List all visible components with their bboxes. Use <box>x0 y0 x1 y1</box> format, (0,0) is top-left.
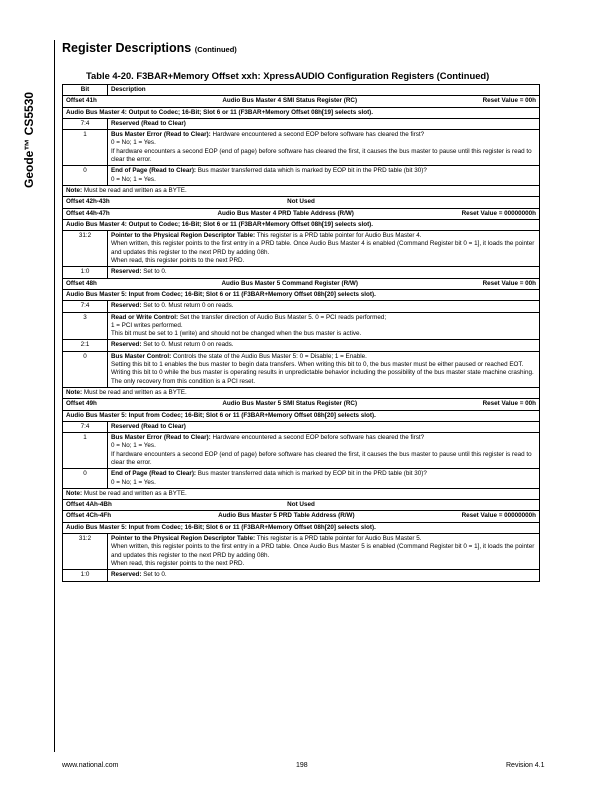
field-description: Hardware encountered a second EOP before software has cleared the first? <box>212 434 425 442</box>
register-subtitle: Audio Bus Master 5: Input from Codec; 16-Bit; Slot 6 or 11 (F3BAR+Memory Offset 08h[20] selects slot). <box>63 522 540 533</box>
field-name: Pointer to the Physical Region Descriptor Table: <box>111 535 256 543</box>
table-row <box>63 231 540 267</box>
field-name: Pointer to the Physical Region Descriptor Table: <box>111 232 256 240</box>
field-description: Bus master transferred data which is marked by EOP bit in the PRD table (bit 30)? <box>197 167 427 175</box>
table-row <box>63 130 540 166</box>
note-text: Must be read and written as a BYTE. <box>83 186 187 194</box>
bit-field: 7:4 <box>63 421 108 432</box>
register-offset-row <box>63 399 540 410</box>
register-subtitle-row <box>63 107 540 118</box>
note-row <box>63 387 540 398</box>
field-name: Reserved (Read to Clear) <box>111 422 186 430</box>
table-row <box>63 469 540 489</box>
bit-field: 1:0 <box>63 570 108 581</box>
table-row <box>63 166 540 186</box>
field-name: Read or Write Control: <box>111 313 179 321</box>
field-detail: When written, this register points to the first entry in a PRD table. Once Audio Bus Master 5 is enabled (Command Register bit 0 = 1], it loads the pointer and updates this register to the next PRD by adding 08h. <box>111 543 535 559</box>
field-options: 0 = No; 1 = Yes. <box>111 442 156 450</box>
field-name: Bus Master Control: <box>111 352 172 360</box>
field-detail: Setting this bit to 1 enables the bus master to begin data transfers. When writing this bit to 0, the bus master must be either paused or reached EOT. Writing this bit to 0 while the bus master is operating results in unpredictable behavior including the possibility of the bus master state machine crashing. The only recovery from this condition is a PCI reset. <box>111 361 534 385</box>
margin-rule <box>54 40 55 752</box>
table-row <box>63 267 540 278</box>
bit-field: 0 <box>63 166 108 186</box>
field-options: 1 = PCI writes performed. <box>111 321 183 329</box>
register-offset-row <box>63 197 540 208</box>
register-title: Not Used <box>287 501 315 509</box>
register-offset-row <box>63 500 540 511</box>
continued-label: (Continued) <box>194 45 237 54</box>
register-title: Audio Bus Master 4 SMI Status Register (RC) <box>222 97 358 105</box>
sidebar-product-name: Geode™ CS5530 <box>22 91 36 188</box>
bit-field: 3 <box>63 312 108 340</box>
bit-field: 7:4 <box>63 301 108 312</box>
footer-revision: Revision 4.1 <box>506 762 545 769</box>
register-offset-row <box>63 96 540 107</box>
register-offset: Offset 44h-47h <box>66 209 110 217</box>
register-reset-value: Reset Value = 00000000h <box>461 512 536 520</box>
column-header-bit: Bit <box>63 85 108 96</box>
bit-field: 31:2 <box>63 231 108 267</box>
field-description: Set to 0. Must return 0 on reads. <box>143 341 234 349</box>
footer-page-number: 198 <box>296 762 308 769</box>
bit-field: 1:0 <box>63 267 108 278</box>
bit-field: 7:4 <box>63 118 108 129</box>
table-caption: Table 4-20. F3BAR+Memory Offset xxh: XpressAUDIO Configuration Registers (Continued) <box>86 70 490 81</box>
field-description: Set to 0. Must return 0 on reads. <box>143 302 234 310</box>
note-row <box>63 488 540 499</box>
field-detail-2: When read, this register points to the next PRD. <box>111 257 245 265</box>
register-subtitle: Audio Bus Master 5: Input from Codec; 16-Bit; Slot 6 or 11 (F3BAR+Memory Offset 08h[20] selects slot). <box>63 410 540 421</box>
footer-website: www.national.com <box>62 762 119 769</box>
field-name: Reserved (Read to Clear) <box>111 119 186 127</box>
note-label: Note: <box>66 388 83 396</box>
field-name: Bus Master Error (Read to Clear): <box>111 434 211 442</box>
bit-field: 0 <box>63 351 108 387</box>
register-offset: Offset 49h <box>66 400 97 408</box>
bit-field: 31:2 <box>63 534 108 570</box>
register-subtitle: Audio Bus Master 4: Output to Codec; 16-Bit; Slot 6 or 11 (F3BAR+Memory Offset 08h[19] selects slot). <box>63 219 540 230</box>
field-description: Hardware encountered a second EOP before software has cleared the first? <box>212 131 425 139</box>
table-row <box>63 433 540 469</box>
field-detail: This bit must be set to 1 (write) and should not be changed when the bus master is active. <box>111 330 362 338</box>
register-offset: Offset 4Ch-4Fh <box>66 512 112 520</box>
register-offset: Offset 48h <box>66 279 97 287</box>
table-row <box>63 301 540 312</box>
field-options: 0 = No; 1 = Yes. <box>111 478 156 486</box>
field-options: 0 = No; 1 = Yes. <box>111 175 156 183</box>
bit-field: 1 <box>63 433 108 469</box>
field-description: Set to 0. <box>143 571 167 579</box>
register-subtitle-row <box>63 410 540 421</box>
register-offset-row <box>63 278 540 289</box>
field-detail: If hardware encounters a second EOP (end of page) before software has cleared the first, it causes the bus master to pause until this register is read to clear the error. <box>111 147 532 164</box>
column-header-description: Description <box>108 85 540 96</box>
register-reset-value: Reset Value = 00000000h <box>461 209 536 217</box>
note-text: Must be read and written as a BYTE. <box>83 388 187 396</box>
register-subtitle: Audio Bus Master 4: Output to Codec; 16-Bit; Slot 6 or 11 (F3BAR+Memory Offset 08h[19] selects slot). <box>63 107 540 118</box>
table-row <box>63 421 540 432</box>
register-subtitle: Audio Bus Master 5: Input from Codec; 16-Bit; Slot 6 or 11 (F3BAR+Memory Offset 08h[20] selects slot). <box>63 289 540 300</box>
register-subtitle-row <box>63 289 540 300</box>
register-subtitle-row <box>63 219 540 230</box>
field-detail: When written, this register points to the first entry in a PRD table. Once Audio Bus Master 4 is enabled (Command Register bit 0 = 1], it loads the pointer and updates this register to the next PRD by adding 08h. <box>111 240 535 256</box>
register-offset-row <box>63 511 540 522</box>
register-title: Audio Bus Master 4 PRD Table Address (R/W) <box>217 209 354 217</box>
field-name: End of Page (Read to Clear): <box>111 167 197 175</box>
table-row <box>63 340 540 351</box>
table-row <box>63 312 540 340</box>
field-description: Set to 0. <box>143 268 167 276</box>
register-title: Audio Bus Master 5 SMI Status Register (RC) <box>222 400 358 408</box>
field-name: Bus Master Error (Read to Clear): <box>111 131 211 139</box>
note-text: Must be read and written as a BYTE. <box>83 489 187 497</box>
register-title: Audio Bus Master 5 PRD Table Address (R/W) <box>218 512 355 520</box>
table-row <box>63 534 540 570</box>
field-description: Bus master transferred data which is marked by EOP bit in the PRD table (bit 30)? <box>197 470 427 478</box>
note-label: Note: <box>66 186 83 194</box>
field-description: This register is a PRD table pointer for Audio Bus Master 4. <box>256 232 422 240</box>
register-subtitle-row <box>63 522 540 533</box>
field-name: End of Page (Read to Clear): <box>111 470 197 478</box>
note-row <box>63 185 540 196</box>
field-description: This register is a PRD table pointer for Audio Bus Master 5. <box>256 535 422 543</box>
register-offset: Offset 42h-43h <box>66 198 110 206</box>
register-offset: Offset 41h <box>66 97 97 105</box>
field-description: Set the transfer direction of Audio Bus Master 5. 0 = PCI reads performed; <box>179 313 387 321</box>
table-row <box>63 570 540 581</box>
register-reset-value: Reset Value = 00h <box>482 400 536 408</box>
field-name: Reserved: <box>111 571 142 579</box>
field-options: 0 = No; 1 = Yes. <box>111 139 156 147</box>
table-header-row <box>63 85 540 96</box>
register-table <box>62 84 540 582</box>
register-reset-value: Reset Value = 00h <box>482 279 536 287</box>
table-row <box>63 351 540 387</box>
register-title: Audio Bus Master 5 Command Register (R/W) <box>221 279 358 287</box>
bit-field: 2:1 <box>63 340 108 351</box>
field-name: Reserved: <box>111 268 142 276</box>
field-name: Reserved: <box>111 302 142 310</box>
register-offset: Offset 4Ah-4Bh <box>66 501 112 509</box>
register-title: Not Used <box>287 198 315 206</box>
field-name: Reserved: <box>111 341 142 349</box>
section-title: Register Descriptions (Continued) <box>62 41 237 55</box>
field-description: Controls the state of the Audio Bus Master 5: 0 = Disable; 1 = Enable. <box>172 352 367 360</box>
table-row <box>63 118 540 129</box>
register-offset-row <box>63 208 540 219</box>
field-detail-2: When read, this register points to the next PRD. <box>111 559 245 567</box>
field-detail: If hardware encounters a second EOP (end of page) before software has cleared the first, it causes the bus master to pause until this register is read to clear the error. <box>111 450 532 466</box>
bit-field: 0 <box>63 469 108 489</box>
note-label: Note: <box>66 489 83 497</box>
register-reset-value: Reset Value = 00h <box>482 97 536 105</box>
bit-field: 1 <box>63 130 108 166</box>
